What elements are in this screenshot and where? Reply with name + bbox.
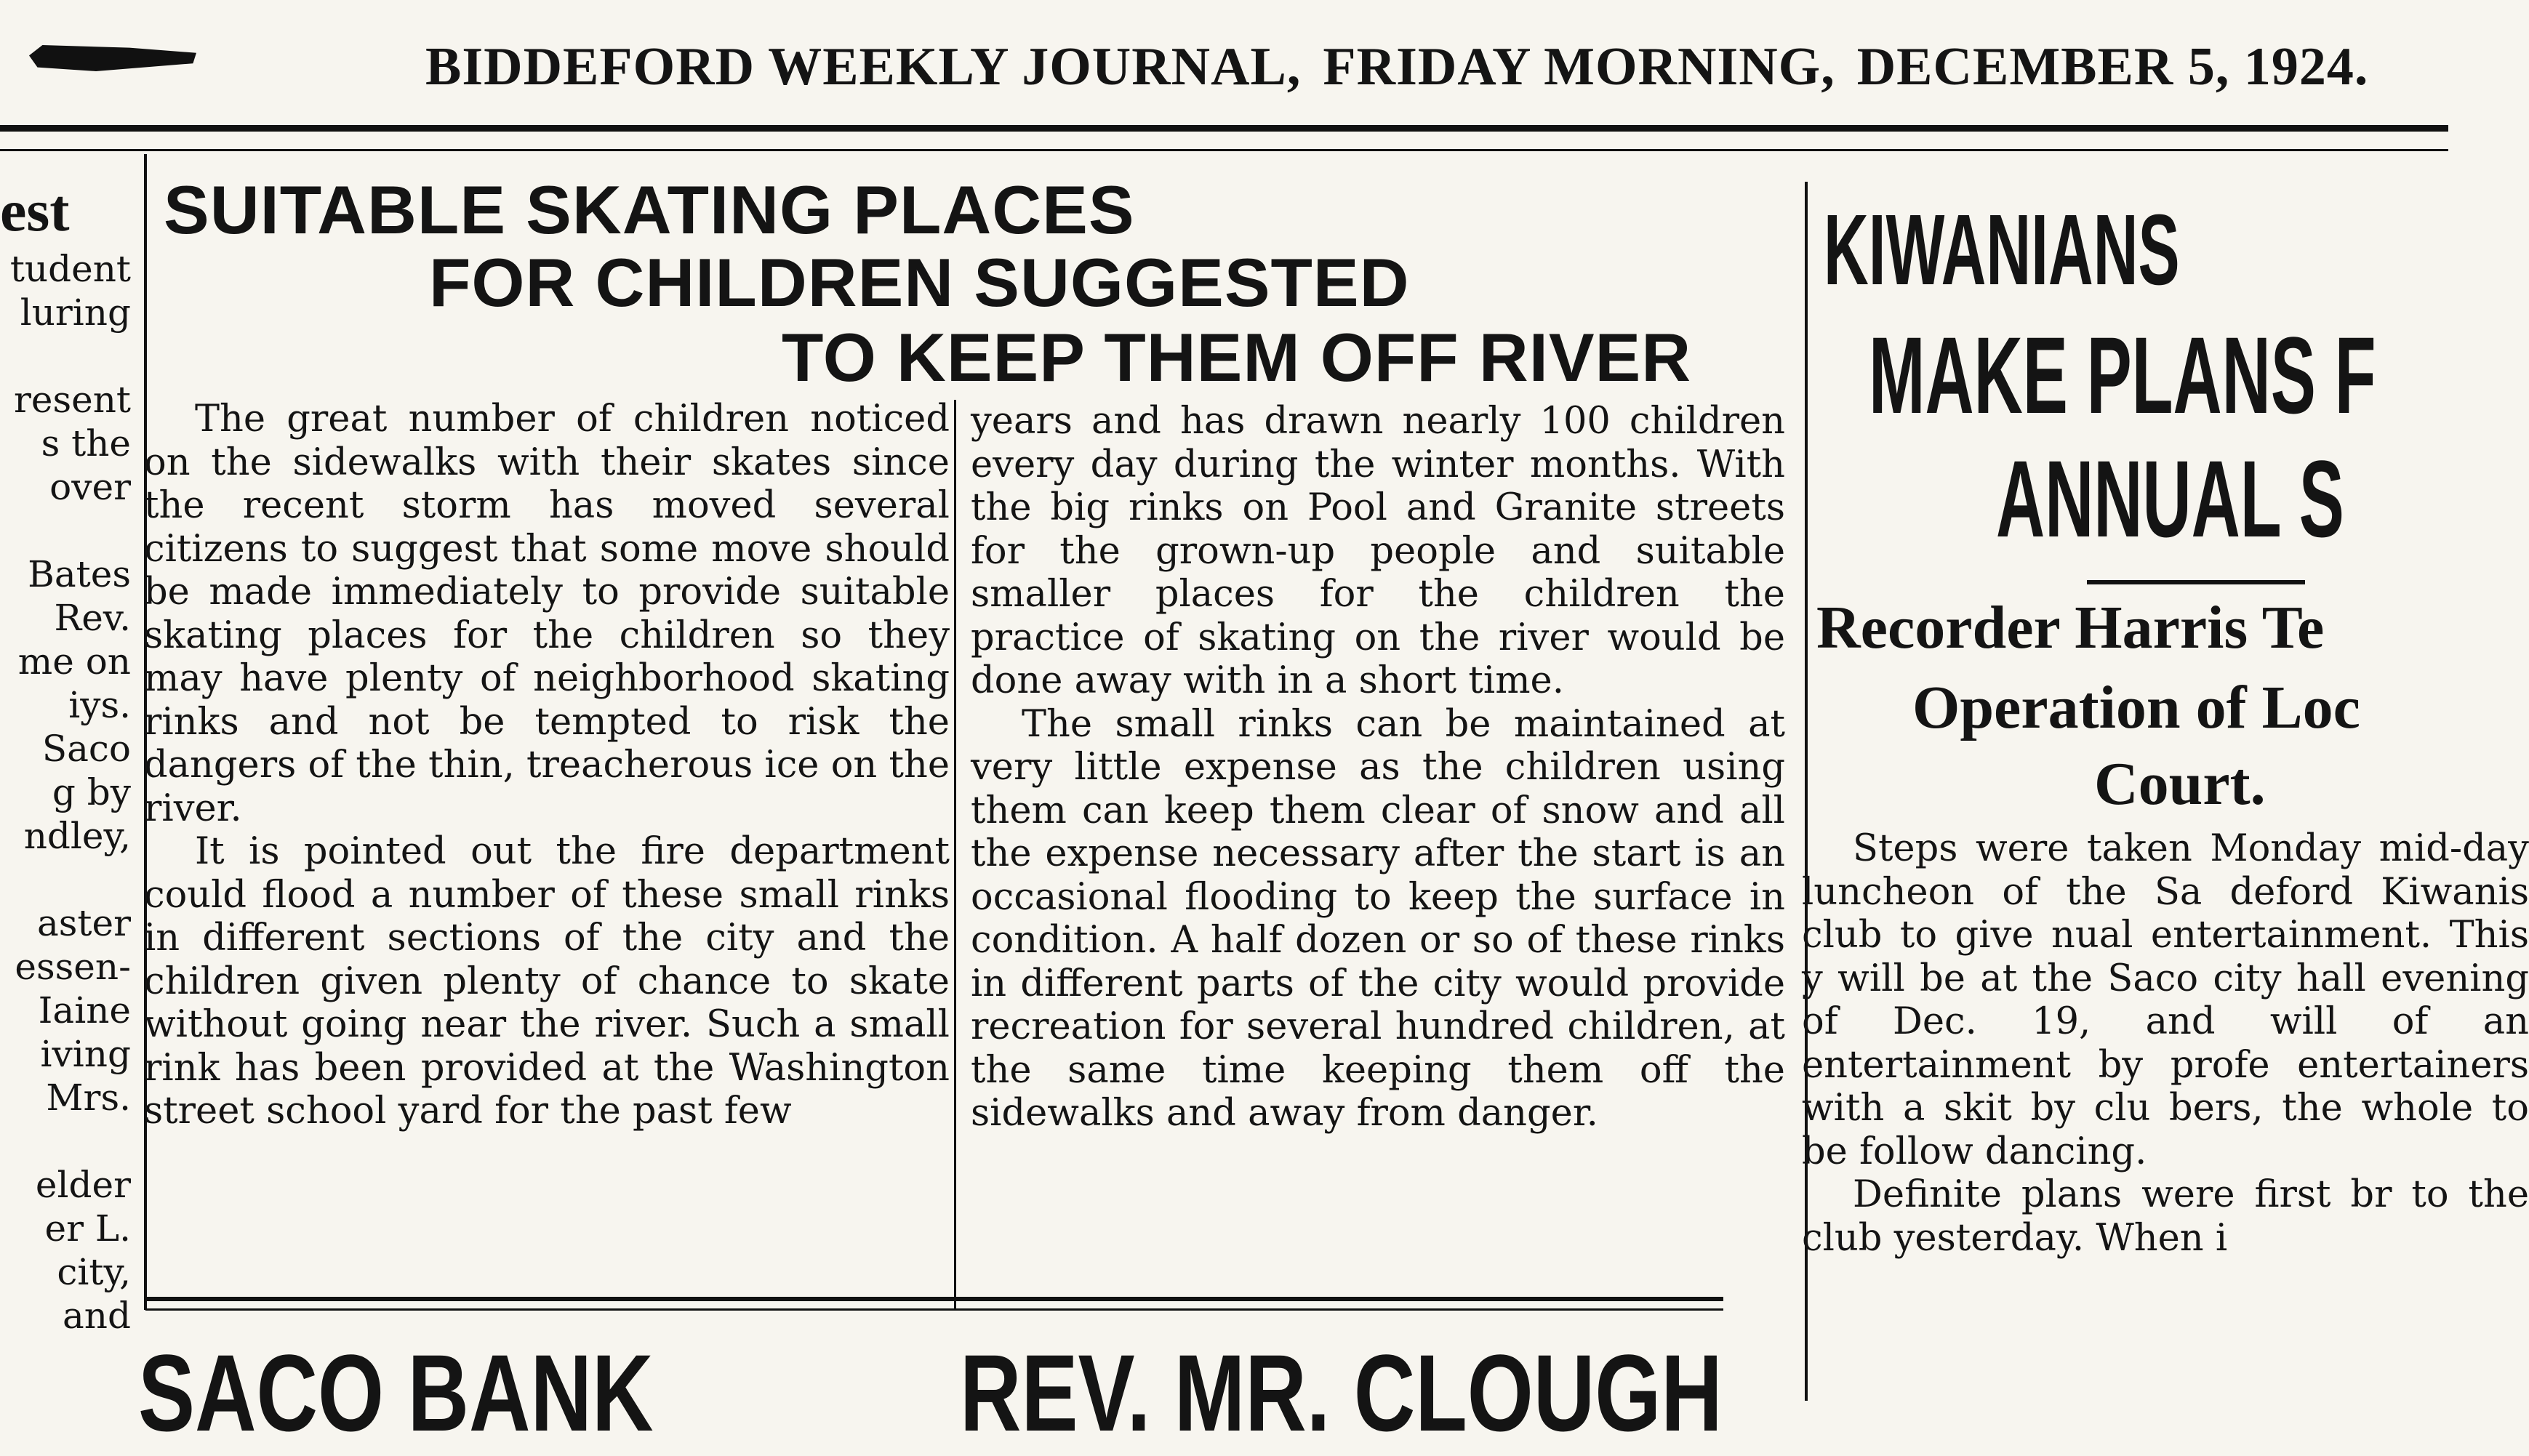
right-article-body xyxy=(1802,827,2529,1336)
masthead-day: FRIDAY MORNING, xyxy=(1323,37,1835,97)
bottom-headline-left: SACO BANK xyxy=(138,1332,654,1454)
left-fragment-line: g by xyxy=(52,771,131,813)
left-fragment-line: er L. xyxy=(44,1207,131,1250)
left-fragment-line: Rev. xyxy=(54,597,131,639)
left-fragment-line: Iaine xyxy=(38,989,131,1031)
masthead-rule-thin xyxy=(0,149,2448,151)
left-fragment-line: and xyxy=(62,1295,131,1337)
article-paragraph: It is pointed out the fire department could flood a number of these small rinks in different sections of the city and the children given plenty of chance to skate without going near the river. Such a small rink has been provided at the Washington street school yard for the past few xyxy=(144,830,950,1133)
bottom-headline-right: REV. MR. CLOUGH xyxy=(960,1332,1723,1454)
left-fragment-line: ndley, xyxy=(23,815,131,857)
article-paragraph: years and has drawn nearly 100 children every day during the winter months. With the big rinks on Pool and Granite streets for the grown-up people and suitable smaller places for the children the practice of skating on the river would be done away with in a short time. xyxy=(971,400,1785,702)
masthead xyxy=(425,36,2432,116)
article-paragraph: The small rinks can be maintained at very little expense as the children using them can keep them clear of snow and all the expense necessary after the start is an occasional flooding to keep the surface in condition. A half dozen or so of these rinks in different parts of the city would provide recreation for several hundred children, at the same time keeping them off the sidewalks and away from danger. xyxy=(971,702,1785,1135)
left-column-fragment xyxy=(0,174,131,1401)
left-fragment-line: me on xyxy=(17,640,131,683)
left-fragment-line: essen- xyxy=(15,946,131,988)
article-paragraph: The great number of children noticed on the sidewalks with their skates since the recent storm has moved several citizens to suggest that some move should be made immediately to provide suitable skating places for the children so they may have plenty of neighborhood skating rinks and not be tempted to risk the dangers of the thin, treacherous ice on the river. xyxy=(144,398,950,830)
left-fragment-headline: est xyxy=(0,177,70,244)
left-fragment-line: iving xyxy=(40,1033,131,1075)
left-fragment-line: luring xyxy=(20,291,131,334)
article-headline-line-2: FOR CHILDREN SUGGESTED xyxy=(429,244,1410,321)
article-headline-line-3: TO KEEP THEM OFF RIVER xyxy=(782,319,1692,395)
article-headline-line-1: SUITABLE SKATING PLACES xyxy=(164,172,1135,248)
right-deck-line-2: Operation of Loc xyxy=(1912,674,2360,741)
left-fragment-line: iys. xyxy=(68,684,131,726)
masthead-paper-name: BIDDEFORD WEEKLY JOURNAL, xyxy=(425,37,1302,97)
left-fragment-line: s the xyxy=(41,422,131,464)
left-fragment-line: resent xyxy=(13,379,131,421)
right-deck-line-1: Recorder Harris Te xyxy=(1816,594,2325,661)
left-fragment-line: city, xyxy=(57,1251,131,1293)
left-fragment-line: Mrs. xyxy=(46,1077,131,1119)
right-headline-line-2: MAKE PLANS F xyxy=(1869,314,2376,436)
right-article-paragraph: Steps were taken Monday mid-day luncheon of the Sa deford Kiwanis club to give nual entertainment. This y will be at the Saco city hall evening of Dec. 19, and will of an entertainment by profe entertainers with a skit by clu bers, the whole to be follow dancing. xyxy=(1802,827,2529,1173)
article-column-1 xyxy=(144,398,950,1292)
article-bottom-rule-2 xyxy=(145,1308,1723,1311)
right-deck-rule xyxy=(2087,580,2305,584)
article-column-2 xyxy=(971,400,1785,1294)
left-fragment-line: elder xyxy=(35,1164,131,1206)
left-fragment-line: Saco xyxy=(41,728,131,770)
right-deck-line-3: Court. xyxy=(2094,750,2266,818)
torn-edge-mark xyxy=(29,45,196,71)
right-headline-line-3: ANNUAL S xyxy=(1996,438,2344,560)
left-fragment-line: tudent xyxy=(9,248,131,290)
right-headline-line-1: KIWANIANS xyxy=(1824,194,2180,306)
right-article-paragraph: Definite plans were first br to the club yesterday. When i xyxy=(1802,1173,2529,1260)
column-rule-center xyxy=(954,400,956,1308)
left-fragment-line: aster xyxy=(36,902,131,944)
left-fragment-line: over xyxy=(49,466,131,508)
article-bottom-rule-1 xyxy=(145,1297,1723,1301)
left-fragment-line: Bates xyxy=(28,553,131,595)
masthead-rule-thick xyxy=(0,125,2448,132)
masthead-date: DECEMBER 5, 1924. xyxy=(1856,37,2369,97)
